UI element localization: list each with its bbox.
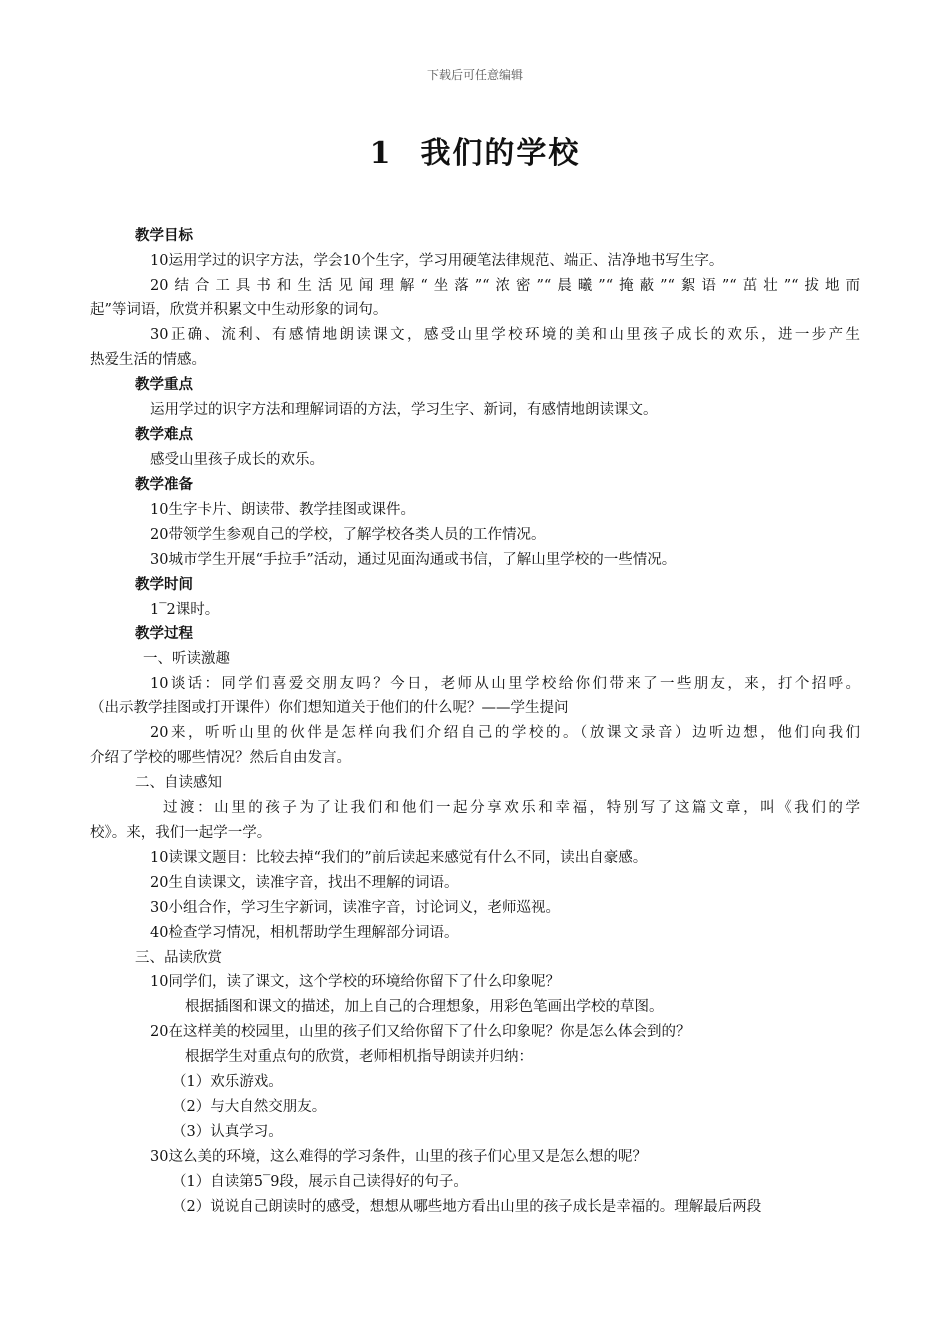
text-line: 20带领学生参观自己的学校，了解学校各类人员的工作情况。: [150, 527, 546, 543]
header-note: 下载后可任意编辑: [426, 68, 523, 82]
list-item: （2）说说自己朗读时的感受，想想从哪些地方看出山里的孩子成长是幸福的。理解最后两段: [172, 1199, 762, 1215]
lesson-number: 1: [369, 136, 393, 171]
section-heading-preparation: 教学准备: [135, 476, 193, 493]
list-item: （1）欢乐游戏。: [172, 1074, 283, 1090]
section-heading-time: 教学时间: [135, 576, 193, 593]
list-item: （1）自读第5‾9段，展示自己读得好的句子。: [172, 1174, 468, 1190]
text-line: 介绍了学校的哪些情况？然后自由发言。: [90, 750, 351, 766]
subsection-heading: 二、自读感知: [135, 775, 222, 791]
text-line: 校》。来，我们一起学一学。: [90, 825, 272, 841]
text-line: 20生自读课文，读准字音，找出不理解的词语。: [150, 875, 459, 891]
text-line: 根据学生对重点句的欣赏，老师相机指导朗读并归纳：: [185, 1049, 533, 1065]
text-line: 热爱生活的情感。: [90, 352, 206, 368]
subsection-heading: 一、听读激趣: [143, 651, 230, 667]
text-line: 20结合工具书和生活见闻理解“坐落”“浓密”“晨曦”“掩蔽”“絮语”“茁壮”“拔地而: [150, 278, 860, 294]
subsection-heading: 三、品读欣赏: [135, 950, 222, 966]
text-line: 20来，听听山里的伙伴是怎样向我们介绍自己的学校的。（放课文录音）边听边想，他们向我们: [150, 725, 860, 741]
text-line: 30这么美的环境，这么难得的学习条件，山里的孩子们心里又是怎么想的呢？: [150, 1149, 647, 1165]
page-title: [0, 128, 950, 172]
list-item: （2）与大自然交朋友。: [172, 1099, 327, 1115]
text-line: 起”等词语，欣赏并积累文中生动形象的词句。: [90, 302, 388, 318]
text-line: 30正确、流利、有感情地朗读课文，感受山里学校环境的美和山里孩子成长的欢乐，进一步产生: [150, 327, 860, 343]
text-line: 30小组合作，学习生字新词，读准字音，讨论词义，老师巡视。: [150, 900, 560, 916]
text-line: 10同学们，读了课文，这个学校的环境给你留下了什么印象呢？: [150, 974, 560, 990]
text-line: 过渡：山里的孩子为了让我们和他们一起分享欢乐和幸福，特别写了这篇文章，叫《我们的学: [163, 800, 860, 816]
lesson-title: 我们的学校: [420, 136, 581, 171]
text-line: 10生字卡片、朗读带、教学挂图或课件。: [150, 502, 415, 518]
text-line: 30城市学生开展“手拉手”活动，通过见面沟通或书信，了解山里学校的一些情况。: [150, 552, 677, 568]
text-line: 20在这样美的校园里，山里的孩子们又给你留下了什么印象呢？你是怎么体会到的？: [150, 1024, 691, 1040]
section-heading-key-points: 教学重点: [135, 376, 193, 393]
text-line: 10谈话：同学们喜爱交朋友吗？今日，老师从山里学校给你们带来了一些朋友，来，打个招呼。: [150, 676, 860, 692]
section-heading-objectives: 教学目标: [135, 227, 193, 244]
text-line: 10运用学过的识字方法，学会10个生字，学习用硬笔法律规范、端正、洁净地书写生字。: [150, 253, 724, 269]
text-line: 运用学过的识字方法和理解词语的方法，学习生字、新词，有感情地朗读课文。: [150, 402, 658, 418]
text-line: 10读课文题目：比较去掉“我们的”前后读起来感觉有什么不同，读出自豪感。: [150, 850, 648, 866]
text-line: （出示教学挂图或打开课件）你们想知道关于他们的什么呢？——学生提问: [90, 700, 569, 716]
list-item: （3）认真学习。: [172, 1124, 283, 1140]
text-line: 40检查学习情况，相机帮助学生理解部分词语。: [150, 925, 459, 941]
text-line: 1‾2课时。: [150, 602, 220, 618]
text-line: 感受山里孩子成长的欢乐。: [150, 452, 324, 468]
text-line: 根据插图和课文的描述，加上自己的合理想象，用彩色笔画出学校的草图。: [185, 999, 664, 1015]
section-heading-difficulties: 教学难点: [135, 426, 193, 443]
section-heading-process: 教学过程: [135, 625, 193, 642]
